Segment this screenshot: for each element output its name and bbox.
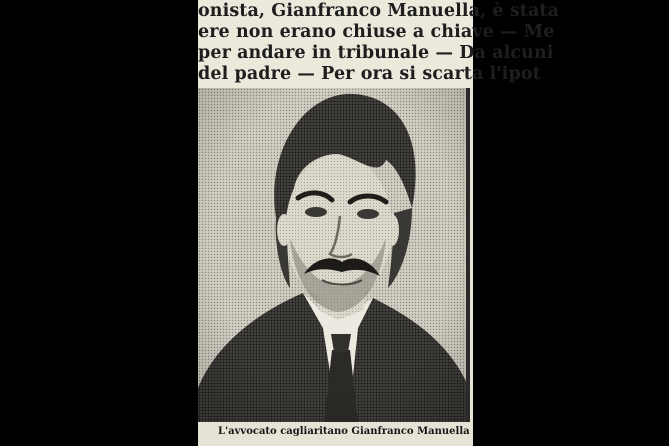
newspaper-clipping	[198, 0, 560, 446]
portrait-photo	[198, 88, 469, 422]
headline-line-2: ere non erano chiuse a chiave — Me	[198, 22, 555, 42]
photo-caption: L'avvocato cagliaritano Gianfranco Manuella	[218, 426, 470, 437]
headline-line-4: del padre — Per ora si scarta l'ipot	[198, 64, 541, 84]
headline-line-1: onista, Gianfranco Manuella, è stata	[198, 1, 560, 21]
headline-line-3: per andare in tribunale — Da alcuni	[198, 43, 554, 63]
column-rule	[466, 88, 470, 422]
article-headline	[198, 0, 560, 88]
portrait-image	[198, 88, 469, 422]
